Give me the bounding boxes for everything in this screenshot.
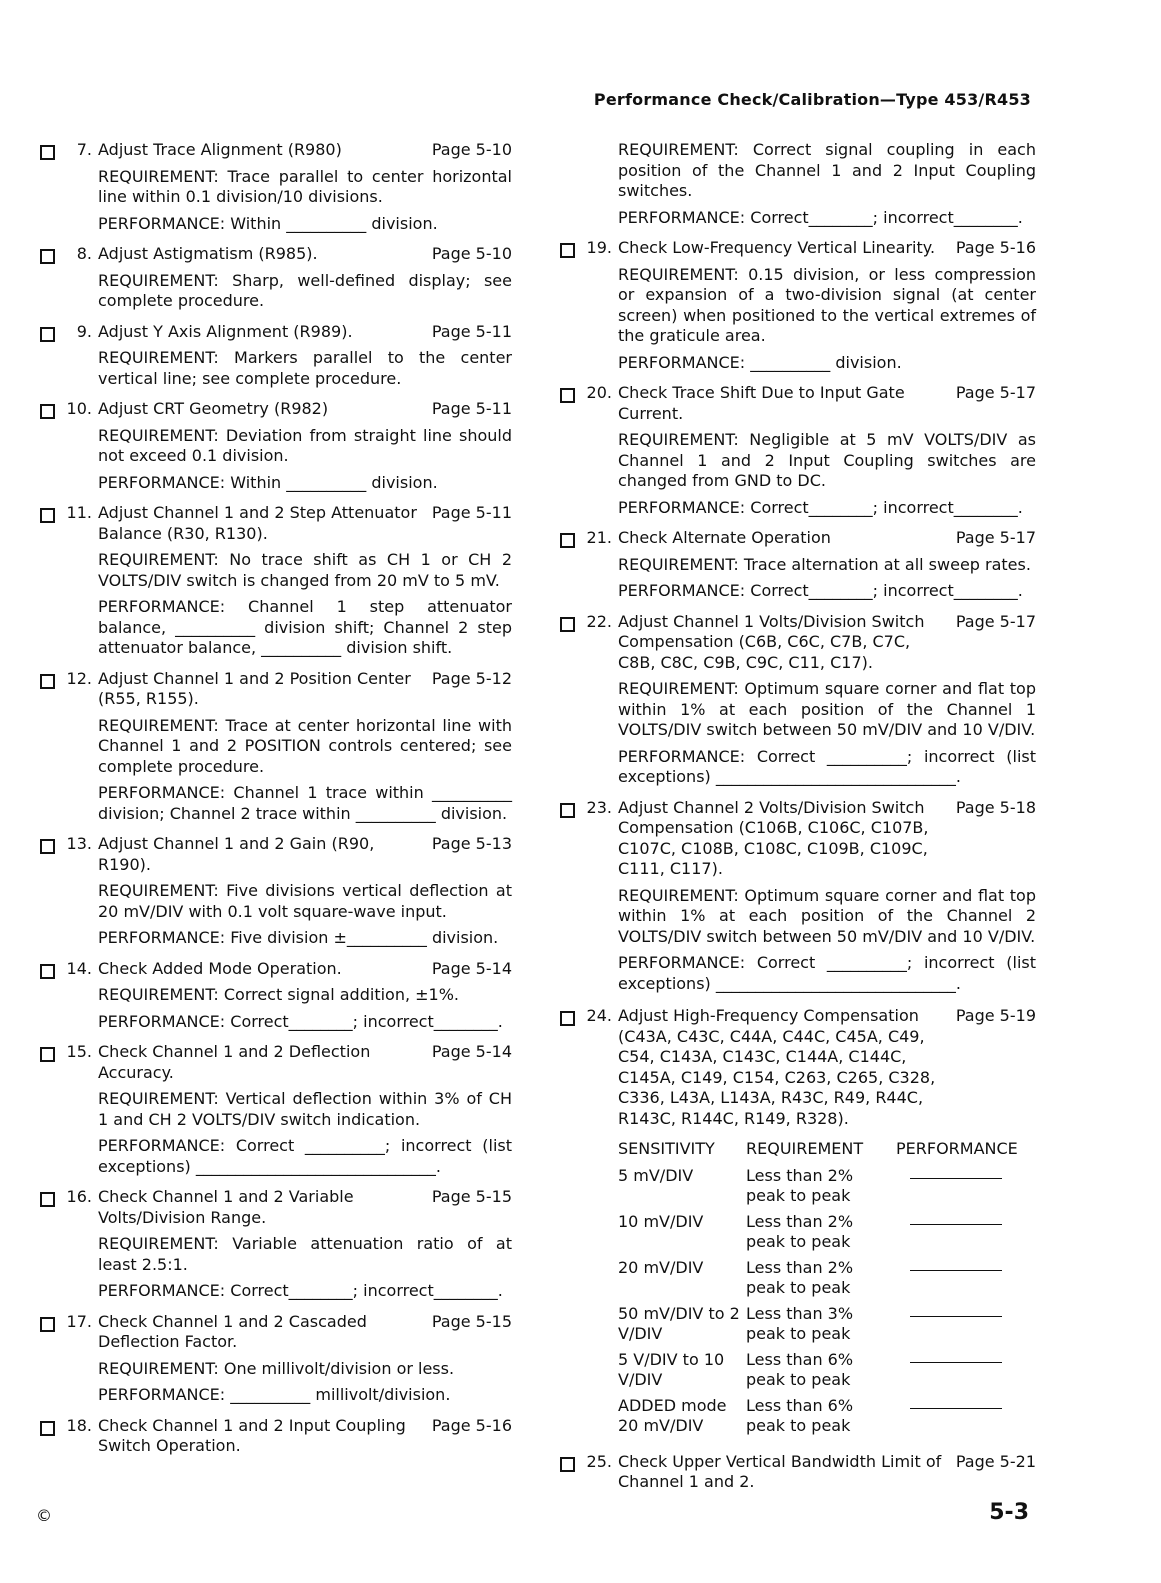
page-reference: Page 5-15 bbox=[431, 1187, 512, 1206]
performance-text: PERFORMANCE: Correct________; incorrect________. bbox=[618, 581, 1023, 600]
step-number: 16. bbox=[66, 1187, 92, 1206]
step-title: Adjust Channel 1 and 2 Position Center (R55, R155). bbox=[98, 668, 411, 708]
performance-text: PERFORMANCE: Channel 1 step attenuator balance, __________ division shift; Channel 2 step attenuator balance, __________ division shift. bbox=[98, 597, 512, 657]
step-title: Check Low-Frequency Vertical Linearity. bbox=[618, 238, 936, 257]
column-header: PERFORMANCE bbox=[896, 1139, 1018, 1158]
step-title: Check Channel 1 and 2 Variable Volts/Division Range. bbox=[98, 1187, 354, 1227]
performance-text: PERFORMANCE: Correct________; incorrect________. bbox=[618, 497, 1023, 517]
page-reference: Page 5-17 bbox=[955, 611, 1036, 631]
page-reference: Page 5-18 bbox=[955, 797, 1036, 817]
performance-text: PERFORMANCE: __________ division. bbox=[618, 352, 902, 372]
requirement-text: REQUIREMENT: Five divisions vertical deflection at 20 mV/DIV with 0.1 volt square-wave input. bbox=[98, 881, 512, 921]
requirement-text: REQUIREMENT: Negligible at 5 mV VOLTS/DIV as Channel 1 and 2 Input Coupling switches are changed from GND to DC. bbox=[618, 430, 1036, 490]
page-reference: Page 5-10 bbox=[431, 140, 512, 159]
requirement-text: REQUIREMENT: Trace alternation at all sweep rates. bbox=[618, 554, 1031, 574]
checklist-item bbox=[36, 1416, 512, 1457]
checklist-item bbox=[36, 669, 512, 825]
requirement-cell: Less than 2% peak to peak bbox=[746, 1257, 854, 1297]
checklist-item bbox=[556, 140, 1036, 228]
checkbox[interactable] bbox=[40, 508, 55, 523]
checklist-item bbox=[36, 1042, 512, 1177]
checkbox[interactable] bbox=[560, 803, 575, 818]
requirement-text: REQUIREMENT: Variable attenuation ratio of at least 2.5:1. bbox=[98, 1234, 512, 1274]
step-heading bbox=[98, 503, 512, 544]
step-number: 13. bbox=[66, 834, 92, 853]
checkbox[interactable] bbox=[40, 1421, 55, 1436]
requirement-text: REQUIREMENT: One millivolt/division or less. bbox=[98, 1358, 455, 1378]
requirement-text: REQUIREMENT: 0.15 division, or less compression or expansion of a two-division signal (at center screen) when positioned to the vertical extremes of the graticule area. bbox=[618, 264, 1036, 345]
checklist-item bbox=[556, 1452, 1036, 1493]
step-number: 25. bbox=[586, 1451, 612, 1471]
performance-blank[interactable] bbox=[910, 1224, 1002, 1225]
requirement-text: REQUIREMENT: Trace at center horizontal line with Channel 1 and 2 POSITION controls centered; see complete procedure. bbox=[98, 715, 512, 776]
column-header: SENSITIVITY bbox=[618, 1139, 715, 1158]
checklist-item bbox=[36, 1312, 512, 1406]
step-number: 20. bbox=[586, 383, 612, 402]
performance-cell[interactable] bbox=[896, 1304, 1018, 1350]
step-number: 10. bbox=[66, 399, 92, 418]
column-header: REQUIREMENT bbox=[746, 1139, 864, 1158]
step-title: Adjust Trace Alignment (R980) bbox=[98, 140, 342, 159]
table-row bbox=[618, 1212, 1018, 1258]
right-column bbox=[556, 140, 1036, 1493]
step-heading bbox=[618, 528, 1036, 549]
requirement-cell: Less than 2% peak to peak bbox=[746, 1165, 854, 1205]
requirement-cell: Less than 6% peak to peak bbox=[746, 1395, 854, 1435]
performance-text: PERFORMANCE: Correct __________; incorrect (list exceptions) ______________________________. bbox=[618, 953, 1036, 993]
step-number: 12. bbox=[66, 668, 92, 688]
left-column bbox=[36, 140, 512, 1457]
sensitivity-cell: 5 V/DIV to 10 V/DIV bbox=[618, 1349, 725, 1389]
page-header: Performance Check/Calibration—Type 453/R453 bbox=[593, 90, 1031, 109]
checklist-item bbox=[36, 1187, 512, 1302]
page-number: 5-3 bbox=[989, 1500, 1029, 1525]
step-number: 15. bbox=[66, 1042, 92, 1061]
performance-text: PERFORMANCE: __________ millivolt/division. bbox=[98, 1385, 451, 1404]
step-title: Adjust High-Frequency Compensation (C43A, C43C, C44A, C44C, C45A, C49, C54, C143A, C143C, C144A, C144C, C145A, C149, C154, C263, C265, C328, C336, L43A, L143A, R43C, R49, R44C, R143C, R144C, R149, R328). bbox=[618, 1006, 936, 1128]
page-reference: Page 5-19 bbox=[955, 1006, 1036, 1025]
step-heading bbox=[98, 244, 512, 265]
page-reference: Page 5-17 bbox=[955, 528, 1036, 547]
step-title: Check Alternate Operation bbox=[618, 528, 831, 547]
step-title: Check Upper Vertical Bandwidth Limit of Channel 1 and 2. bbox=[618, 1451, 942, 1491]
sensitivity-cell: 50 mV/DIV to 2 V/DIV bbox=[618, 1303, 740, 1343]
step-heading bbox=[98, 140, 512, 161]
checkbox[interactable] bbox=[560, 533, 575, 548]
performance-blank[interactable] bbox=[910, 1408, 1002, 1409]
checkbox[interactable] bbox=[40, 404, 55, 419]
step-heading bbox=[618, 238, 1036, 259]
table-row bbox=[618, 1304, 1018, 1350]
checkbox[interactable] bbox=[40, 1047, 55, 1062]
checkbox[interactable] bbox=[40, 145, 55, 160]
requirement-text: REQUIREMENT: Sharp, well-defined display; see complete procedure. bbox=[98, 270, 512, 310]
requirement-text: REQUIREMENT: Markers parallel to the center vertical line; see complete procedure. bbox=[98, 348, 512, 388]
checklist-item bbox=[556, 1006, 1036, 1442]
step-heading bbox=[98, 1312, 512, 1353]
performance-cell[interactable] bbox=[896, 1258, 1018, 1304]
requirement-text: REQUIREMENT: Correct signal coupling in each position of the Channel 1 and 2 Input Coupling switches. bbox=[618, 140, 1036, 200]
checklist-item bbox=[36, 322, 512, 390]
step-title: Adjust Channel 1 and 2 Gain (R90, R190). bbox=[98, 834, 375, 874]
step-title: Adjust Channel 1 and 2 Step Attenuator Balance (R30, R130). bbox=[98, 503, 417, 543]
page-reference: Page 5-15 bbox=[431, 1311, 512, 1331]
checkbox[interactable] bbox=[40, 1317, 55, 1332]
step-heading bbox=[618, 1006, 1036, 1129]
checklist-item bbox=[36, 959, 512, 1033]
requirement-text: REQUIREMENT: Deviation from straight line should not exceed 0.1 division. bbox=[98, 425, 512, 465]
checkbox[interactable] bbox=[560, 617, 575, 632]
step-heading bbox=[98, 834, 512, 875]
performance-cell[interactable] bbox=[896, 1166, 1018, 1212]
page-reference: Page 5-13 bbox=[431, 834, 512, 853]
step-number: 14. bbox=[66, 958, 92, 978]
checkbox[interactable] bbox=[40, 249, 55, 264]
requirement-cell: Less than 3% peak to peak bbox=[746, 1303, 854, 1343]
step-number: 23. bbox=[586, 797, 612, 817]
checkbox[interactable] bbox=[40, 839, 55, 854]
step-heading bbox=[98, 959, 512, 980]
table-header-row bbox=[618, 1139, 1018, 1166]
step-heading bbox=[98, 322, 512, 343]
step-number: 7. bbox=[76, 140, 92, 159]
page-reference: Page 5-11 bbox=[431, 321, 512, 341]
performance-text: PERFORMANCE: Five division ±__________ division. bbox=[98, 928, 499, 947]
performance-blank[interactable] bbox=[910, 1316, 1002, 1317]
step-number: 17. bbox=[66, 1311, 92, 1331]
requirement-text: REQUIREMENT: Optimum square corner and flat top within 1% at each position of the Channel 2 VOLTS/DIV switch between 50 mV/DIV and 10 V/DIV. bbox=[618, 885, 1036, 946]
performance-text: PERFORMANCE: Correct________; incorrect________. bbox=[98, 1011, 503, 1031]
step-title: Adjust Astigmatism (R985). bbox=[98, 244, 318, 263]
page-reference: Page 5-14 bbox=[431, 958, 512, 978]
step-heading bbox=[98, 1416, 512, 1457]
performance-blank[interactable] bbox=[910, 1270, 1002, 1271]
performance-text: PERFORMANCE: Correct________; incorrect________. bbox=[98, 1281, 503, 1300]
requirement-text: REQUIREMENT: Vertical deflection within 3% of CH 1 and CH 2 VOLTS/DIV switch indication. bbox=[98, 1089, 512, 1129]
copyright-mark: © bbox=[36, 1506, 52, 1525]
requirement-text: REQUIREMENT: Correct signal addition, ±1%. bbox=[98, 985, 460, 1004]
checklist-item bbox=[36, 503, 512, 659]
step-title: Adjust Y Axis Alignment (R989). bbox=[98, 321, 353, 341]
sensitivity-cell: ADDED mode 20 mV/DIV bbox=[618, 1395, 727, 1435]
step-number: 9. bbox=[76, 321, 92, 341]
step-title: Check Channel 1 and 2 Deflection Accuracy. bbox=[98, 1042, 371, 1082]
page-reference: Page 5-10 bbox=[431, 244, 512, 263]
step-title: Check Channel 1 and 2 Cascaded Deflection Factor. bbox=[98, 1311, 367, 1351]
checkbox[interactable] bbox=[40, 327, 55, 342]
step-number: 8. bbox=[76, 244, 92, 263]
requirement-text: REQUIREMENT: Optimum square corner and flat top within 1% at each position of the Channel 1 VOLTS/DIV switch between 50 mV/DIV and 10 V/DIV. bbox=[618, 679, 1036, 739]
step-title: Check Added Mode Operation. bbox=[98, 958, 342, 978]
performance-text: PERFORMANCE: Channel 1 trace within __________ division; Channel 2 trace within __________ division. bbox=[98, 783, 512, 823]
step-title: Check Trace Shift Due to Input Gate Current. bbox=[618, 383, 905, 423]
step-heading bbox=[618, 612, 1036, 674]
checklist-item bbox=[36, 399, 512, 493]
checklist-item bbox=[36, 244, 512, 312]
performance-text: PERFORMANCE: Within __________ division. bbox=[98, 213, 438, 233]
checklist-item bbox=[556, 798, 1036, 995]
step-heading bbox=[618, 383, 1036, 424]
checklist-item bbox=[556, 383, 1036, 518]
step-number: 11. bbox=[66, 503, 92, 522]
page-reference: Page 5-11 bbox=[431, 503, 512, 522]
step-title: Adjust Channel 1 Volts/Division Switch Compensation (C6B, C6C, C7B, C7C, C8B, C8C, C9B, C9C, C11, C17). bbox=[618, 611, 925, 672]
step-heading bbox=[98, 399, 512, 420]
table-row bbox=[618, 1258, 1018, 1304]
page-reference: Page 5-14 bbox=[431, 1042, 512, 1061]
requirement-text: REQUIREMENT: No trace shift as CH 1 or CH 2 VOLTS/DIV switch is changed from 20 mV to 5 mV. bbox=[98, 550, 512, 590]
requirement-cell: Less than 6% peak to peak bbox=[746, 1349, 854, 1389]
table-row bbox=[618, 1166, 1018, 1212]
step-heading bbox=[618, 798, 1036, 880]
performance-cell[interactable] bbox=[896, 1396, 1018, 1442]
requirement-text: REQUIREMENT: Trace parallel to center horizontal line within 0.1 division/10 divisions. bbox=[98, 166, 512, 206]
checkbox[interactable] bbox=[40, 1192, 55, 1207]
performance-cell[interactable] bbox=[896, 1212, 1018, 1258]
page-reference: Page 5-16 bbox=[955, 238, 1036, 257]
performance-text: PERFORMANCE: Correct __________; incorrect (list exceptions) ______________________________. bbox=[618, 746, 1036, 786]
step-heading bbox=[98, 1042, 512, 1083]
checkbox[interactable] bbox=[560, 1011, 575, 1026]
performance-blank[interactable] bbox=[910, 1178, 1002, 1179]
step-heading bbox=[98, 669, 512, 710]
performance-text: PERFORMANCE: Correct________; incorrect________. bbox=[618, 207, 1023, 227]
page-reference: Page 5-21 bbox=[955, 1451, 1036, 1471]
performance-text: PERFORMANCE: Correct __________; incorrect (list exceptions) ______________________________. bbox=[98, 1136, 512, 1176]
page-reference: Page 5-17 bbox=[955, 383, 1036, 402]
page-reference: Page 5-12 bbox=[431, 668, 512, 688]
sensitivity-table bbox=[618, 1139, 1018, 1442]
table-row bbox=[618, 1350, 1018, 1396]
checkbox[interactable] bbox=[40, 964, 55, 979]
sensitivity-cell: 20 mV/DIV bbox=[618, 1257, 704, 1277]
sensitivity-cell: 10 mV/DIV bbox=[618, 1211, 704, 1231]
page-reference: Page 5-16 bbox=[431, 1415, 512, 1435]
step-title: Adjust Channel 2 Volts/Division Switch Compensation (C106B, C106C, C107B, C107C, C108B, C108C, C109B, C109C, C111, C117). bbox=[618, 797, 929, 878]
step-number: 19. bbox=[586, 238, 612, 257]
step-number: 24. bbox=[586, 1006, 612, 1025]
step-heading bbox=[618, 1452, 1036, 1493]
step-title: Adjust CRT Geometry (R982) bbox=[98, 399, 329, 418]
sensitivity-cell: 5 mV/DIV bbox=[618, 1165, 694, 1185]
performance-text: PERFORMANCE: Within __________ division. bbox=[98, 472, 438, 492]
step-number: 21. bbox=[586, 528, 612, 547]
checklist-item bbox=[36, 140, 512, 234]
checkbox[interactable] bbox=[560, 388, 575, 403]
checklist-item bbox=[556, 528, 1036, 602]
checklist-item bbox=[556, 238, 1036, 373]
table-row bbox=[618, 1396, 1018, 1442]
requirement-cell: Less than 2% peak to peak bbox=[746, 1211, 854, 1251]
checkbox[interactable] bbox=[560, 1457, 575, 1472]
performance-blank[interactable] bbox=[910, 1362, 1002, 1363]
checklist-item bbox=[36, 834, 512, 949]
page-reference: Page 5-11 bbox=[431, 399, 512, 418]
checkbox[interactable] bbox=[40, 674, 55, 689]
step-number: 18. bbox=[66, 1415, 92, 1435]
checkbox[interactable] bbox=[560, 243, 575, 258]
step-heading bbox=[98, 1187, 512, 1228]
performance-cell[interactable] bbox=[896, 1350, 1018, 1396]
checklist-item bbox=[556, 612, 1036, 788]
step-number: 22. bbox=[586, 611, 612, 631]
step-title: Check Channel 1 and 2 Input Coupling Switch Operation. bbox=[98, 1415, 406, 1455]
